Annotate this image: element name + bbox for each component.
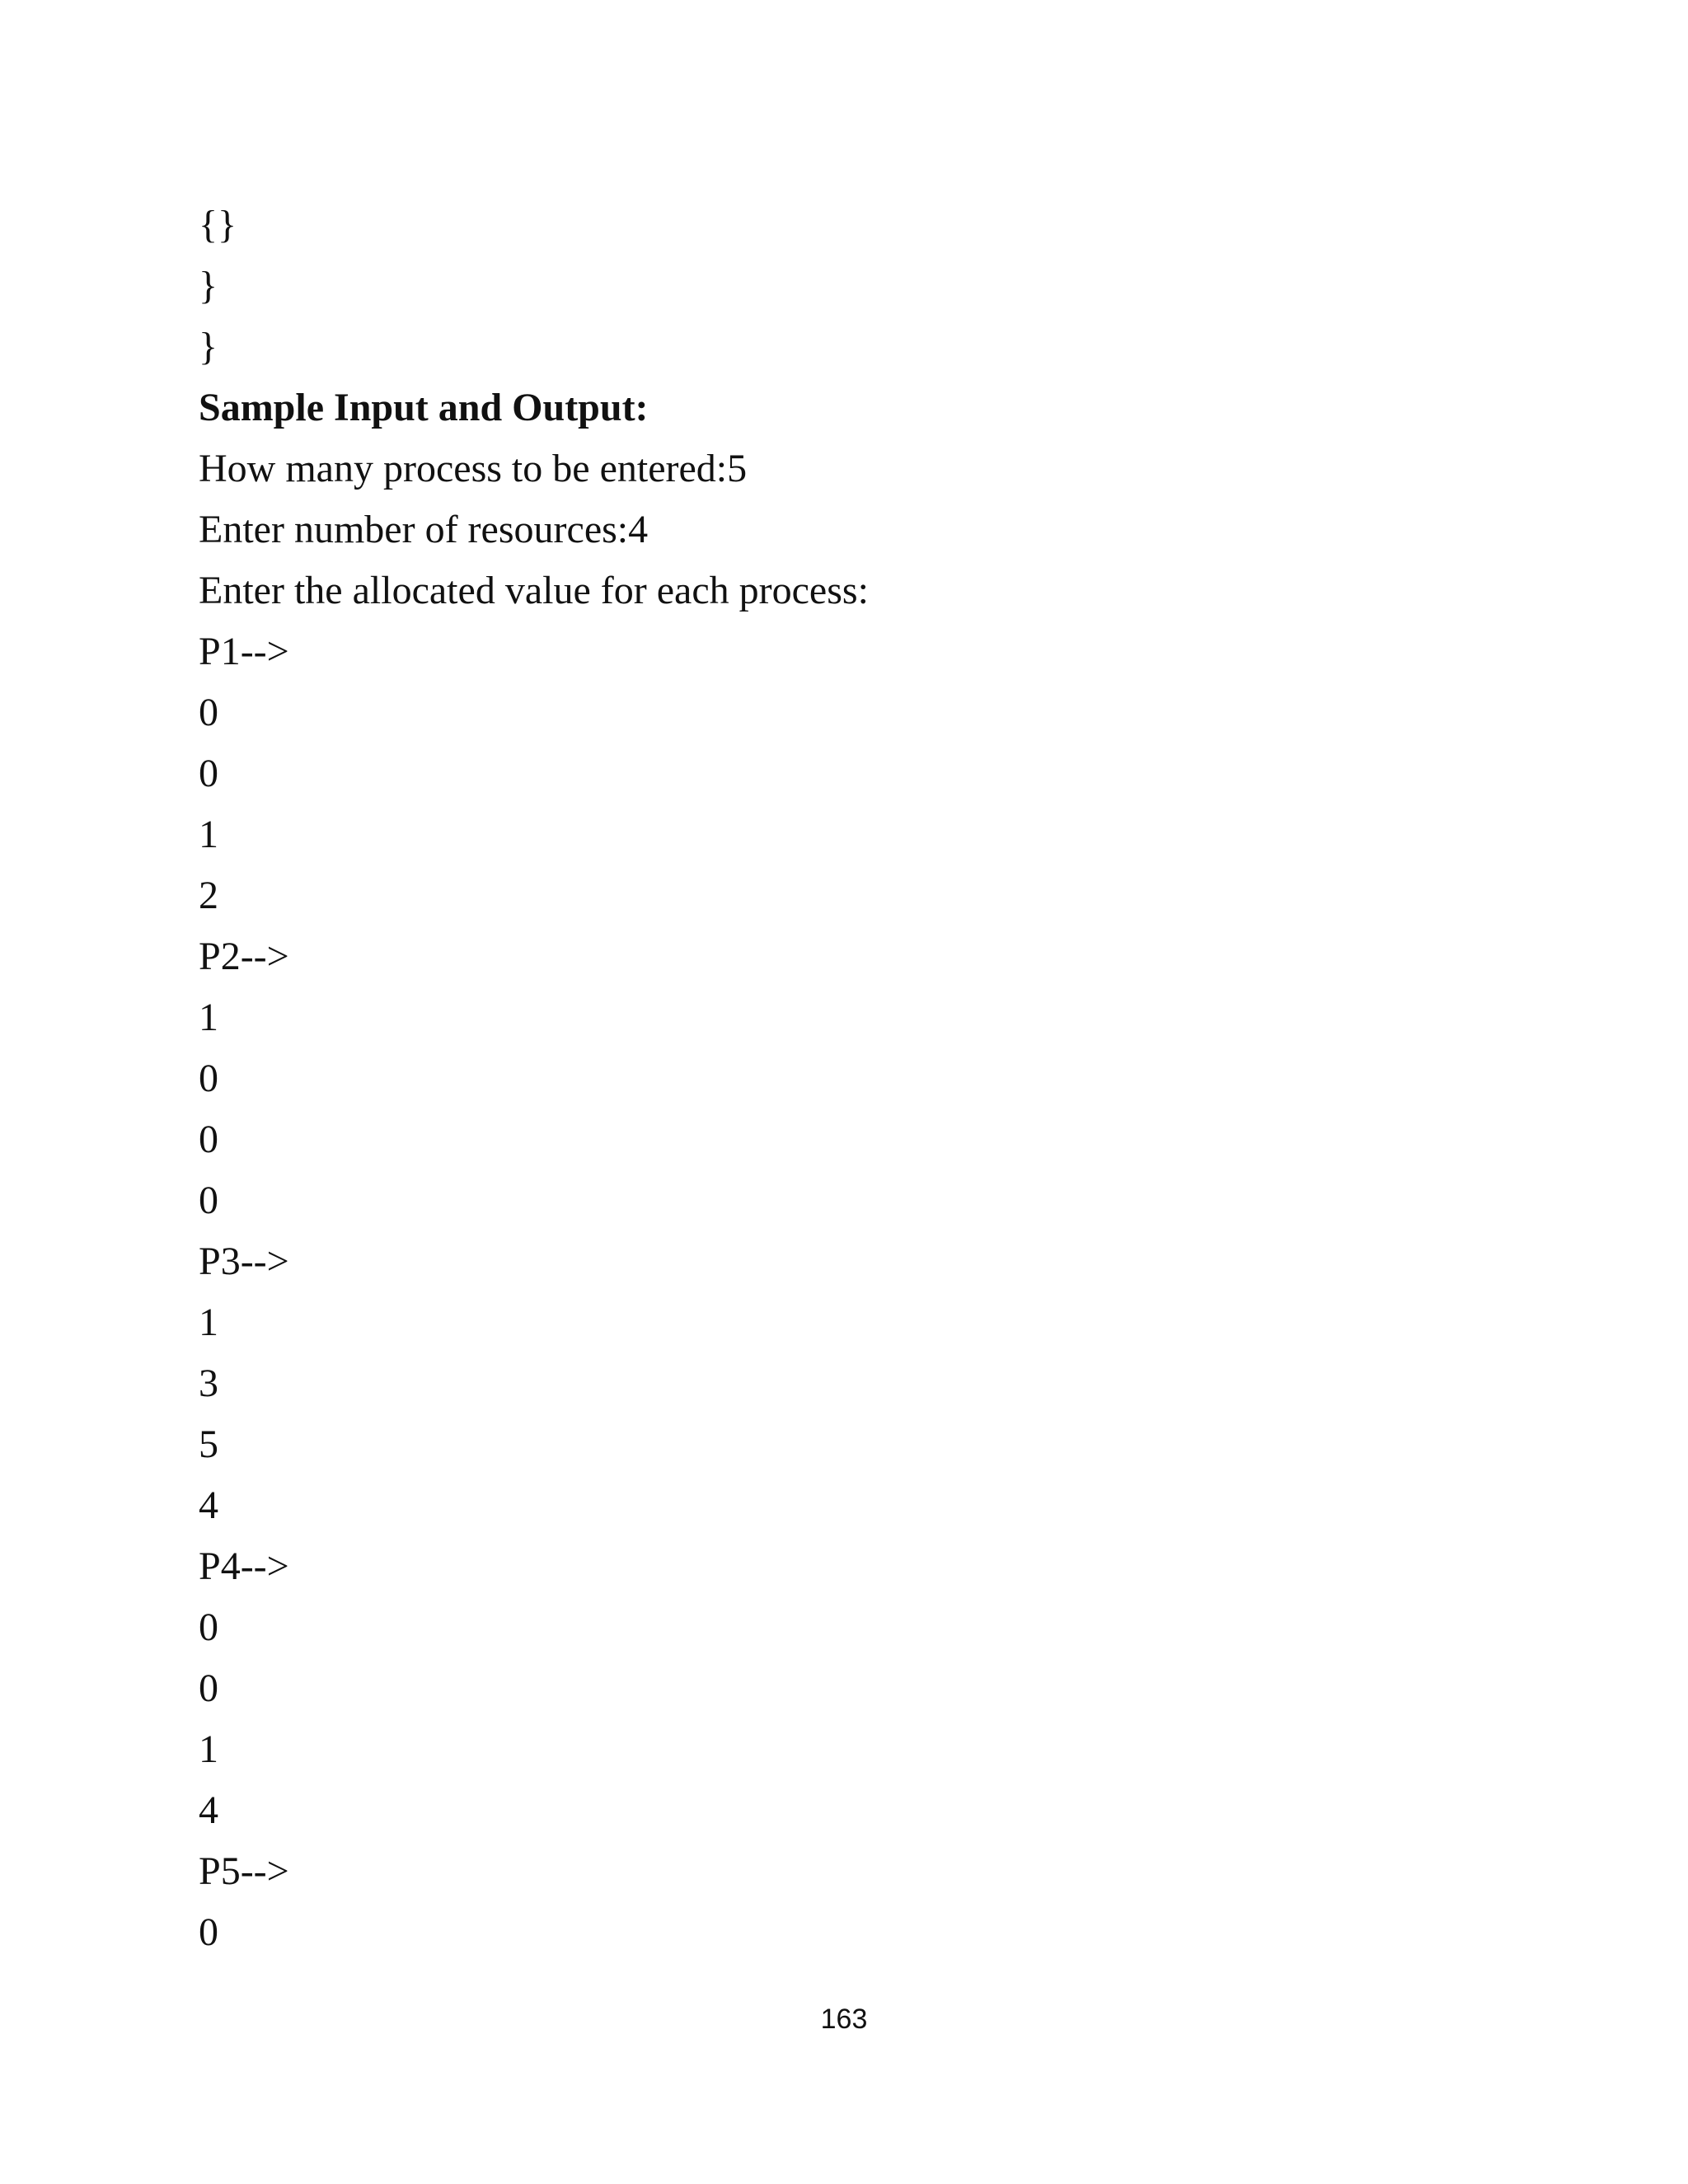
output-line: 4 xyxy=(199,1483,218,1527)
output-line: Enter number of resources:4 xyxy=(199,508,649,551)
output-line: 4 xyxy=(199,1788,218,1832)
output-line: 5 xyxy=(199,1422,218,1466)
document-body xyxy=(199,194,1517,1963)
output-line: 0 xyxy=(199,1179,218,1222)
page-number: 163 xyxy=(820,2004,868,2035)
sample-output xyxy=(199,438,1517,1963)
output-line: Enter the allocated value for each process: xyxy=(199,569,869,612)
output-line: P1--> xyxy=(199,630,289,673)
output-line: 1 xyxy=(199,1727,218,1771)
output-line: 0 xyxy=(199,1605,218,1649)
output-line: 0 xyxy=(199,1666,218,1710)
code-line: {} xyxy=(199,203,237,246)
code-line: } xyxy=(199,325,218,368)
output-line: 0 xyxy=(199,752,218,795)
output-line: 3 xyxy=(199,1361,218,1405)
output-line: 0 xyxy=(199,1057,218,1100)
output-line: How many process to be entered:5 xyxy=(199,447,748,490)
output-line: P5--> xyxy=(199,1849,289,1893)
output-line: P3--> xyxy=(199,1240,289,1283)
output-line: P4--> xyxy=(199,1544,289,1588)
output-line: 1 xyxy=(199,996,218,1039)
code-line: } xyxy=(199,264,218,307)
output-line: 1 xyxy=(199,813,218,856)
output-line: 2 xyxy=(199,874,218,917)
section-heading: Sample Input and Output: xyxy=(199,386,649,429)
output-line: 0 xyxy=(199,691,218,734)
output-line: 0 xyxy=(199,1910,218,1954)
output-line: 0 xyxy=(199,1118,218,1161)
output-line: 1 xyxy=(199,1301,218,1344)
output-line: P2--> xyxy=(199,935,289,978)
